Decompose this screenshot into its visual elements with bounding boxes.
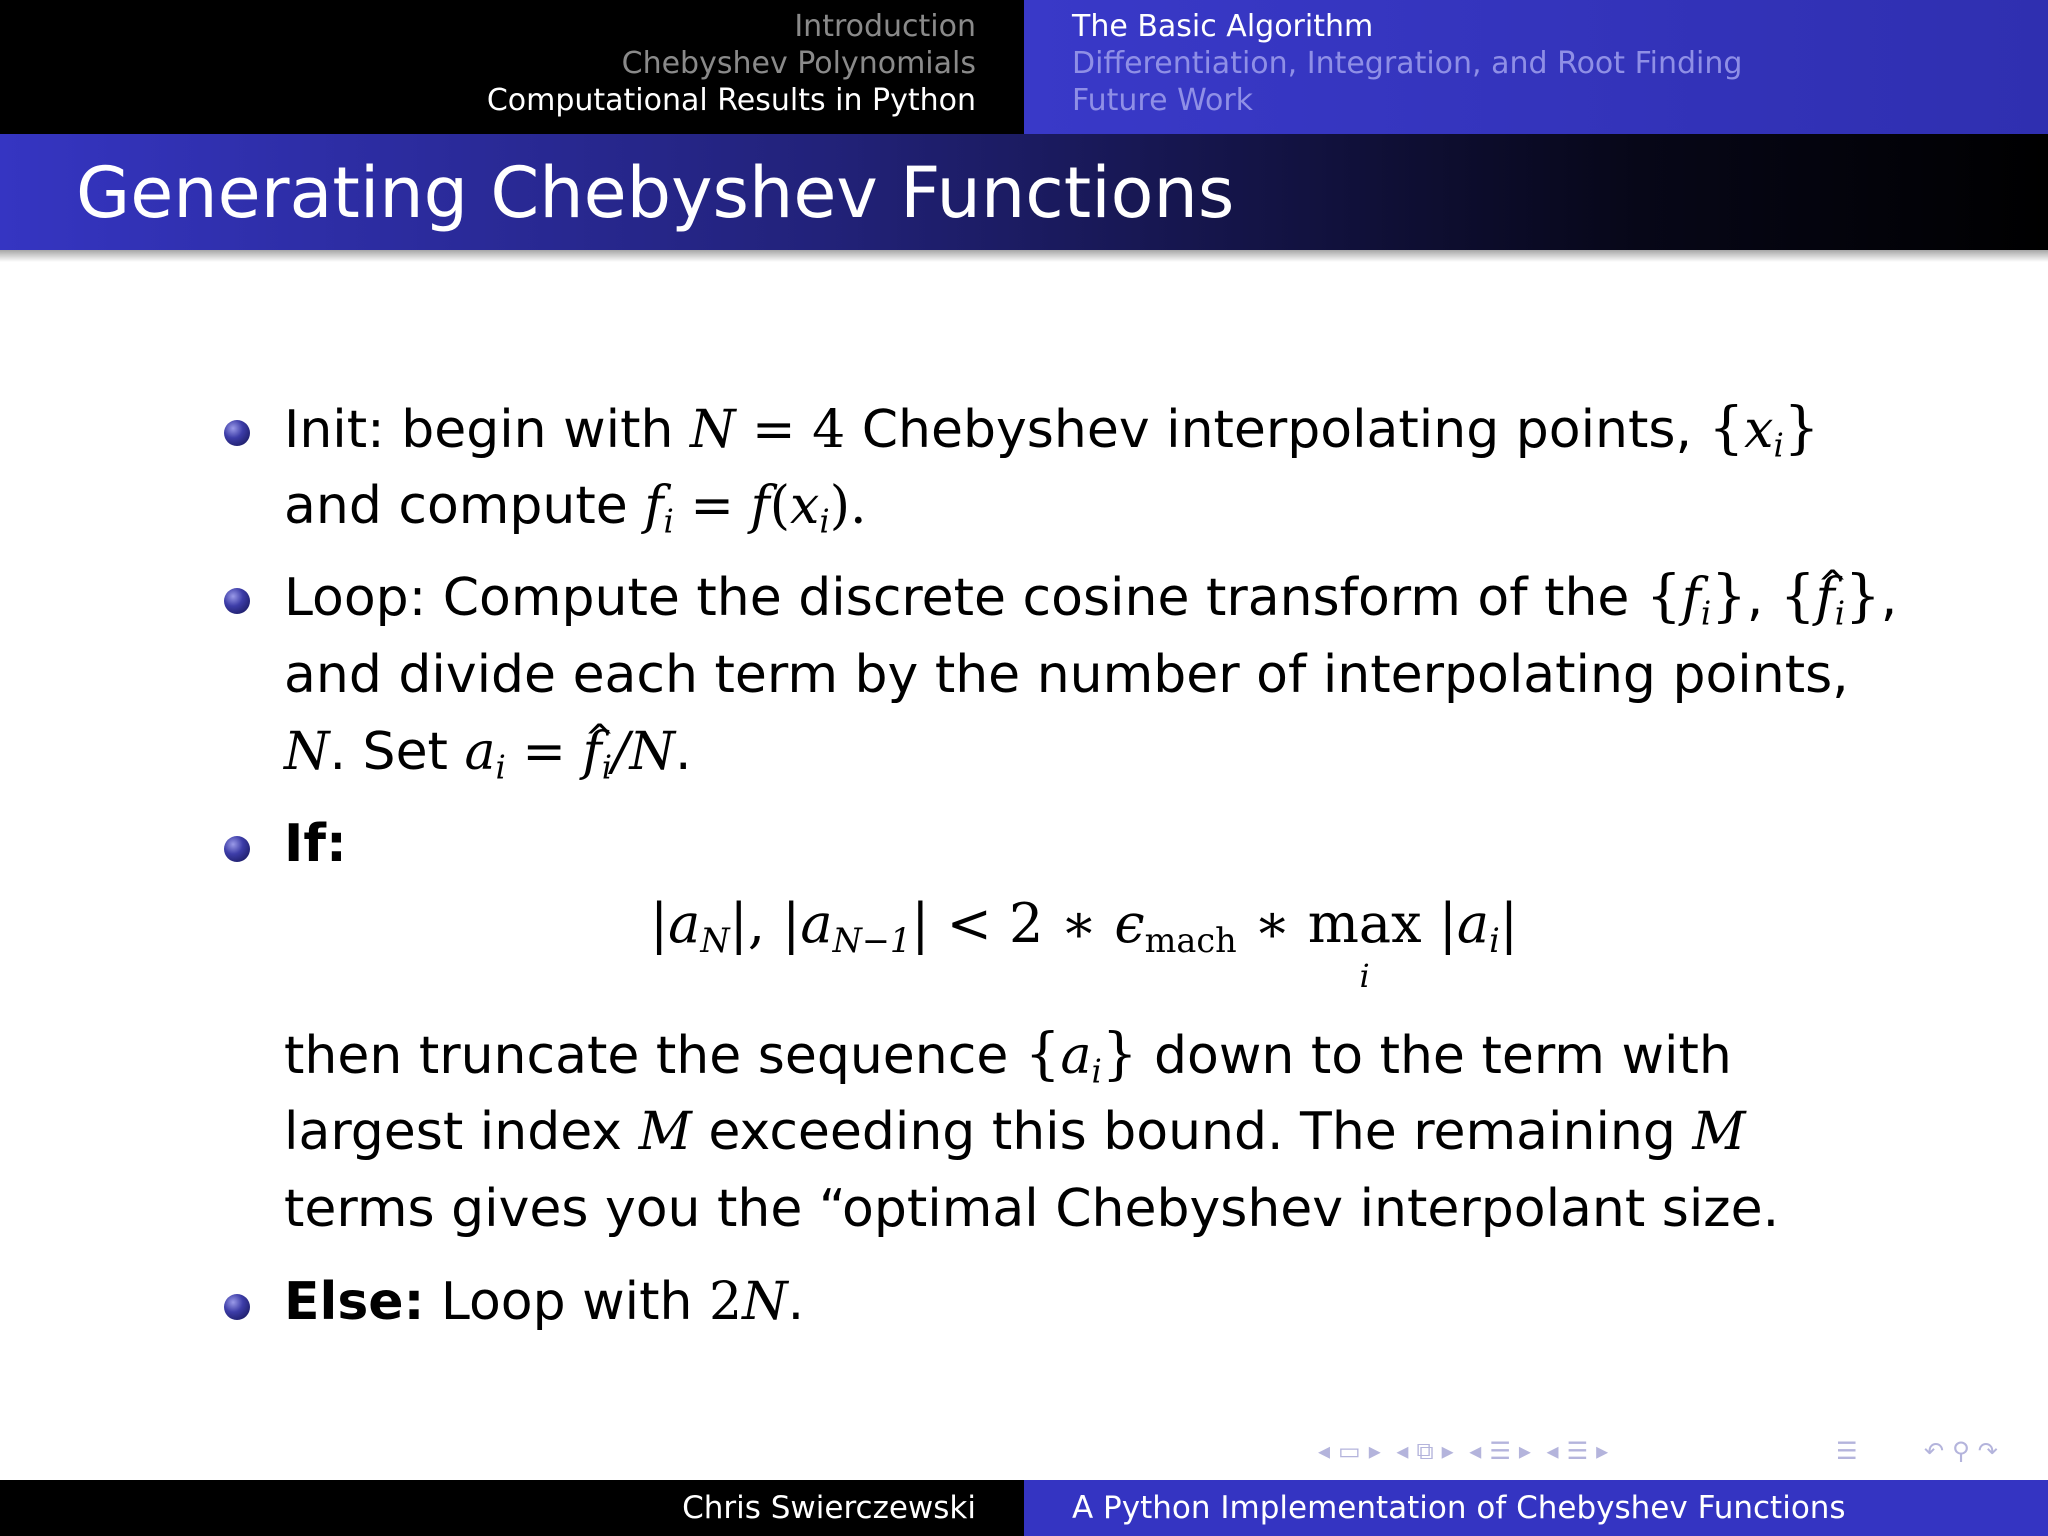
math-slash-N: /N [612, 722, 676, 782]
max-subscript-i: i [1359, 957, 1370, 995]
loop-line-1: Loop: Compute the discrete cosine transform of the $\{f_i\}$, {^ $f_i$}, [284, 565, 1897, 630]
brace-close: } [1783, 396, 1820, 461]
math-f-of-x: f [750, 476, 770, 536]
loop-line-3 [284, 720, 692, 787]
beamer-nav-search [1924, 1434, 2006, 1468]
math-a: a [1060, 1026, 1092, 1086]
math-star: ∗ [1253, 892, 1291, 955]
math-a: a [668, 892, 701, 955]
nav-frame-next-icon[interactable]: ▸ [1368, 1437, 1381, 1465]
then-text-2: down to the term with [1154, 1026, 1732, 1086]
abs-bar: | [1499, 892, 1519, 955]
stopping-criterion-formula [0, 892, 2048, 995]
nav-subsection-basic-algorithm[interactable]: The Basic Algorithm [1072, 9, 1374, 44]
brace-close: } [1845, 564, 1881, 629]
init-text-1: begin with [401, 400, 674, 460]
nav-subsection-icon[interactable]: ⧉ [1416, 1437, 1434, 1465]
math-sub-i: i [1489, 921, 1500, 961]
paren-close: ). [829, 476, 867, 536]
math-sub-i: i [601, 748, 613, 787]
else-two: 2 [708, 1272, 743, 1332]
init-line-2 [284, 474, 867, 541]
else-line [284, 1270, 804, 1334]
nav-doc-icon[interactable]: ☰ [1566, 1437, 1589, 1465]
brace-open: { [1645, 564, 1682, 629]
nav-undo-icon[interactable]: ↶ [1924, 1437, 1945, 1465]
footer-author-panel [0, 1480, 1024, 1536]
nav-section-computational-results[interactable]: Computational Results in Python [486, 83, 976, 118]
loop-period: . [675, 722, 692, 782]
math-sub-mach: mach [1144, 921, 1237, 961]
formula-mid: < 2 ∗ [946, 892, 1098, 955]
init-label: Init: [284, 400, 385, 460]
loop-text-1: Compute the discrete cosine transform of the [442, 568, 1630, 628]
math-sub-i: i [663, 502, 674, 541]
nav-frame-icon[interactable]: ▭ [1338, 1437, 1361, 1465]
nav-subsection-differentiation[interactable]: Differentiation, Integration, and Root Finding [1072, 46, 1743, 81]
abs-bar: | [1438, 892, 1457, 955]
math-sub-N-minus-1: N−1 [832, 921, 912, 961]
if-label: If: [284, 814, 347, 874]
max-operator [1307, 892, 1422, 995]
init-line-1 [284, 396, 1820, 465]
then-text-4: exceeding this bound. The remaining [708, 1102, 1676, 1162]
nav-doc-prev-icon[interactable]: ◂ [1546, 1437, 1559, 1465]
nav-section-chebyshev-polynomials[interactable]: Chebyshev Polynomials [621, 46, 976, 81]
math-sub-i: i [1773, 426, 1784, 465]
math-f: f [644, 476, 664, 536]
max-text: max [1307, 892, 1422, 955]
nav-subsection-future-work[interactable]: Future Work [1072, 83, 1254, 118]
loop-line-2: and divide each term by the number of interpolating points, [284, 645, 1849, 705]
nav-subsection-next-icon[interactable]: ▸ [1441, 1437, 1454, 1465]
init-text-3: and compute [284, 476, 628, 536]
math-sub-i: i [1700, 594, 1712, 633]
math-x: x [1744, 400, 1774, 460]
math-M: M [1692, 1102, 1746, 1162]
if-then-line-3: terms gives you the “optimal Chebyshev interpolant size. [284, 1179, 1780, 1239]
nav-section-icon[interactable]: ☰ [1489, 1437, 1511, 1465]
bullet-icon [224, 1294, 250, 1320]
math-M: M [638, 1102, 692, 1162]
paren-open: ( [769, 476, 791, 536]
abs-bar: | [911, 892, 930, 955]
math-sub-N: N [700, 921, 730, 961]
brace-open: { [1779, 564, 1816, 629]
brace-open: { [1024, 1022, 1061, 1087]
footer-title: A Python Implementation of Chebyshev Functions [1072, 1490, 1846, 1526]
loop-N: N [284, 722, 330, 782]
math-equals: = [690, 476, 734, 536]
loop-text-3: . Set [329, 722, 448, 782]
then-text-1: then truncate the sequence [284, 1026, 1009, 1086]
init-N: N [689, 400, 736, 460]
beamer-nav-symbols [1318, 1434, 1616, 1468]
brace-open: { [1708, 396, 1745, 461]
bullet-icon [224, 588, 250, 614]
bullet-icon [224, 836, 250, 862]
nav-section-next-icon[interactable]: ▸ [1518, 1437, 1531, 1465]
init-text-2: Chebyshev interpolating points, [861, 400, 1692, 460]
else-period: . [787, 1272, 805, 1332]
nav-search-icon[interactable]: ⚲ [1952, 1437, 1970, 1465]
nav-appendix-icon[interactable]: ☰ [1836, 1437, 1858, 1465]
math-sub-i: i [819, 502, 830, 541]
nav-redo-icon[interactable]: ↷ [1977, 1437, 1998, 1465]
init-eq4: = 4 [752, 400, 846, 460]
beamer-nav-extra [1836, 1434, 1866, 1468]
math-sub-i: i [1091, 1052, 1102, 1091]
abs-bar: | [649, 892, 669, 955]
else-label: Else: [284, 1272, 425, 1332]
math-a: a [1456, 892, 1490, 955]
nav-subsection-prev-icon[interactable]: ◂ [1396, 1437, 1409, 1465]
nav-doc-next-icon[interactable]: ▸ [1596, 1437, 1609, 1465]
loop-label: Loop: [284, 568, 427, 628]
footer-author: Chris Swierczewski [682, 1490, 976, 1526]
footer-title-panel [1024, 1480, 2048, 1536]
else-text: Loop with [440, 1272, 693, 1332]
math-a: a [464, 722, 496, 782]
math-f: f [1681, 568, 1701, 628]
if-then-line-2 [284, 1100, 1746, 1164]
math-equals: = [522, 722, 566, 782]
nav-frame-prev-icon[interactable]: ◂ [1318, 1437, 1331, 1465]
math-a: a [800, 892, 833, 955]
math-x: x [790, 476, 820, 536]
then-text-3: largest index [284, 1102, 623, 1162]
abs-bar: | [782, 892, 801, 955]
else-N: N [742, 1272, 788, 1332]
if-then-line-1 [284, 1022, 1732, 1091]
nav-section-prev-icon[interactable]: ◂ [1469, 1437, 1482, 1465]
bullet-icon [224, 420, 250, 446]
brace-close: } [1101, 1022, 1138, 1087]
math-epsilon: ϵ [1114, 892, 1145, 955]
frame-title: Generating Chebyshev Functions [76, 152, 1235, 234]
abs-bar: |, [729, 892, 765, 955]
brace-close: } [1711, 564, 1747, 629]
math-sub-i: i [495, 748, 506, 787]
math-f-hat: ^ f [582, 720, 601, 784]
nav-section-introduction[interactable]: Introduction [794, 9, 976, 44]
math-sub-i: i [1834, 594, 1846, 633]
math-f-hat: ^ f [1815, 566, 1834, 630]
